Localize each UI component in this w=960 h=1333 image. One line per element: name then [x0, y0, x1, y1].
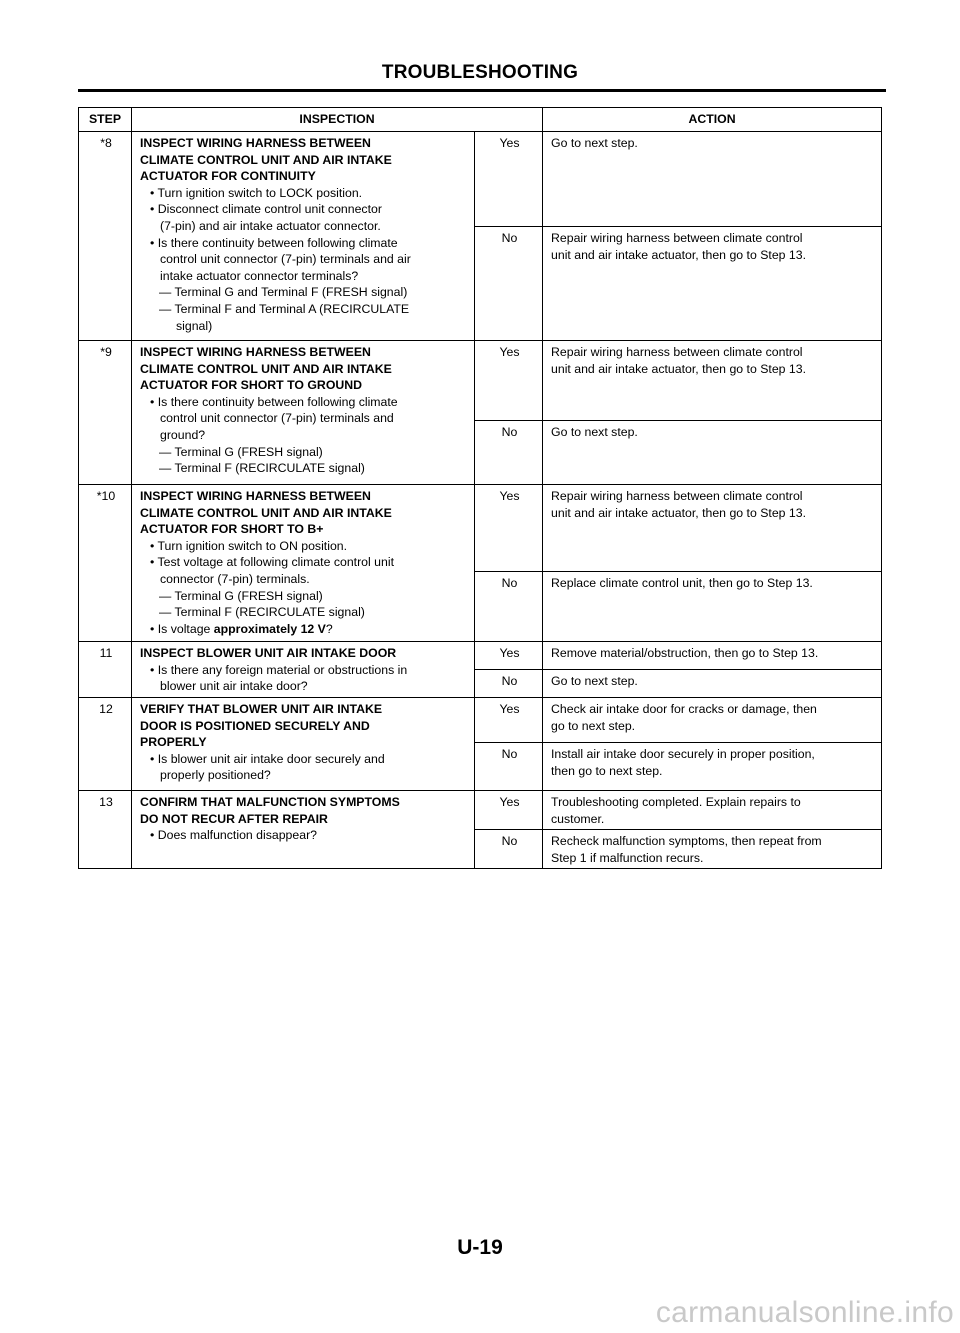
inspection-subitem: — Terminal G (FRESH signal) [159, 444, 323, 459]
troubleshooting-table [78, 107, 882, 869]
inspection-bullet: • Is there continuity between following climate control unit connector (7-pin) terminals and ground? [150, 394, 398, 442]
inspection-subitem: — Terminal F and Terminal A (RECIRCULATE [159, 301, 410, 316]
step-number: 12 [79, 698, 132, 791]
inspection-bullet: • Does malfunction disappear? [150, 828, 318, 843]
inspection-bullet: • Is blower unit air intake door securely and properly positioned? [150, 751, 385, 783]
action-text: Repair wiring harness between climate control unit and air intake actuator, then go to Step 13. [543, 227, 882, 341]
answer-yes: Yes [475, 698, 543, 743]
action-text: Troubleshooting completed. Explain repairs to customer. [543, 791, 882, 830]
inspection-subitem: — Terminal F (RECIRCULATE signal) [159, 605, 365, 620]
inspection-title: VERIFY THAT BLOWER UNIT AIR INTAKE DOOR IS POSITIONED SECURELY AND PROPERLY [140, 702, 383, 750]
inspection-title: INSPECT WIRING HARNESS BETWEEN CLIMATE CONTROL UNIT AND AIR INTAKE ACTUATOR FOR SHORT TO GROUND [140, 345, 392, 393]
inspection-subitem: — Terminal G and Terminal F (FRESH signal) [159, 285, 408, 300]
answer-no: No [475, 572, 543, 642]
action-column-header: ACTION [543, 108, 882, 132]
inspection-title: INSPECT WIRING HARNESS BETWEEN CLIMATE CONTROL UNIT AND AIR INTAKE ACTUATOR FOR SHORT TO B+ [140, 489, 392, 537]
inspection-bullet: • Test voltage at following climate control unit connector (7-pin) terminals. [150, 555, 394, 586]
step-number: *10 [79, 485, 132, 642]
inspection-bullet: • Disconnect climate control unit connector (7-pin) and air intake actuator connector. [150, 202, 382, 233]
answer-yes: Yes [475, 485, 543, 572]
inspection-cell [132, 642, 475, 698]
answer-yes: Yes [475, 341, 543, 421]
table-row [79, 698, 882, 743]
answer-no: No [475, 421, 543, 485]
action-text: Repair wiring harness between climate control unit and air intake actuator, then go to Step 13. [543, 485, 882, 572]
table-row [79, 485, 882, 572]
inspection-bullet: • Is there continuity between following climate control unit connector (7-pin) terminals and air intake actuator connector terminals? [150, 235, 411, 283]
step-number: 11 [79, 642, 132, 698]
inspection-subitem: — Terminal F (RECIRCULATE signal) [159, 461, 365, 476]
action-text: Replace climate control unit, then go to Step 13. [543, 572, 882, 642]
inspection-bullet: • Turn ignition switch to LOCK position. [150, 185, 363, 200]
action-text: Check air intake door for cracks or damage, then go to next step. [543, 698, 882, 743]
answer-yes: Yes [475, 132, 543, 227]
step-column-header: STEP [79, 108, 132, 132]
action-text: Go to next step. [543, 670, 882, 698]
step-number: *8 [79, 132, 132, 341]
action-text: Install air intake door securely in proper position, then go to next step. [543, 743, 882, 791]
inspection-column-header: INSPECTION [132, 108, 543, 132]
answer-yes: Yes [475, 791, 543, 830]
answer-no: No [475, 830, 543, 869]
table-row [79, 341, 882, 421]
answer-no: No [475, 670, 543, 698]
table-row [79, 642, 882, 670]
answer-no: No [475, 227, 543, 341]
table-row [79, 132, 882, 227]
action-text: Go to next step. [543, 132, 882, 227]
action-text: Repair wiring harness between climate control unit and air intake actuator, then go to Step 13. [543, 341, 882, 421]
answer-yes: Yes [475, 642, 543, 670]
inspection-cell [132, 341, 475, 485]
inspection-cell [132, 791, 475, 869]
step-number: *9 [79, 341, 132, 485]
inspection-cell [132, 132, 475, 341]
inspection-cell [132, 698, 475, 791]
table-header-row [79, 108, 882, 132]
inspection-title: CONFIRM THAT MALFUNCTION SYMPTOMS DO NOT RECUR AFTER REPAIR [140, 795, 400, 826]
answer-no: No [475, 743, 543, 791]
inspection-subitem-continued: signal) [176, 318, 213, 333]
title-rule [78, 89, 886, 92]
inspection-cell [132, 485, 475, 642]
watermark: carmanualsonline.info [655, 1296, 954, 1329]
page-number: U-19 [457, 1236, 503, 1259]
inspection-bullet: • Is there any foreign material or obstructions in blower unit air intake door? [150, 662, 408, 694]
inspection-title: INSPECT BLOWER UNIT AIR INTAKE DOOR [140, 646, 397, 660]
table-row [79, 791, 882, 830]
action-text: Recheck malfunction symptoms, then repeat from Step 1 if malfunction recurs. [543, 830, 882, 869]
page-title: TROUBLESHOOTING [381, 62, 579, 83]
inspection-bullet: • Is voltage approximately 12 V? [150, 621, 333, 636]
inspection-bullet: • Turn ignition switch to ON position. [150, 538, 348, 553]
action-text: Go to next step. [543, 421, 882, 485]
action-text: Remove material/obstruction, then go to Step 13. [543, 642, 882, 670]
step-number: 13 [79, 791, 132, 869]
inspection-title: INSPECT WIRING HARNESS BETWEEN CLIMATE CONTROL UNIT AND AIR INTAKE ACTUATOR FOR CONTINUITY [140, 136, 392, 184]
inspection-subitem: — Terminal G (FRESH signal) [159, 588, 323, 603]
